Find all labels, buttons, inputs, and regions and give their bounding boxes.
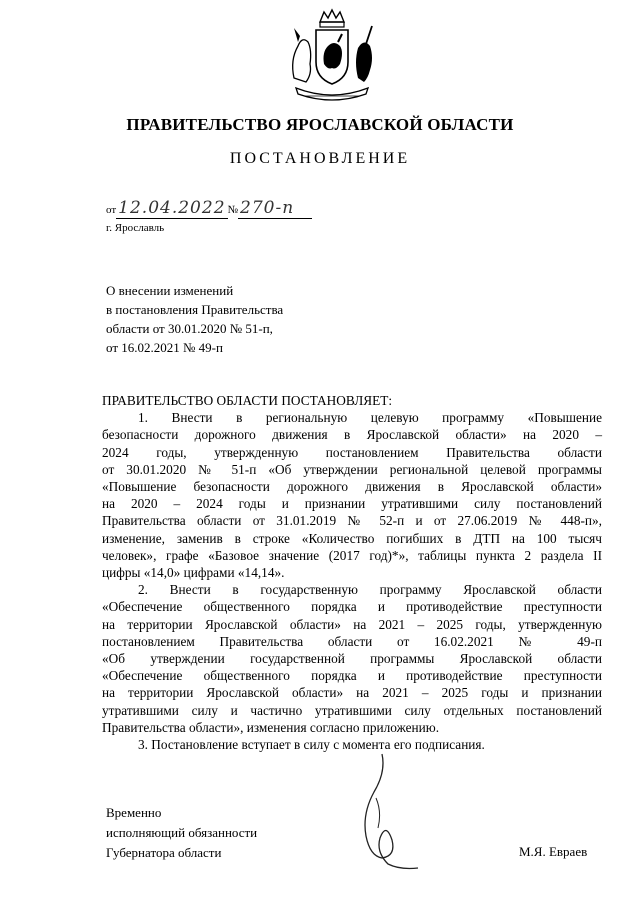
subject-line: от 16.02.2021 № 49-п [106, 340, 223, 355]
document-body [102, 392, 602, 753]
body-line: утратившими силу и частично утратившими силу отдельных постановлений [102, 702, 602, 718]
handwritten-signature [352, 752, 422, 872]
position-line: Временно [106, 805, 162, 820]
body-line: безопасности дорожного движения в Ярославской области» на 2020 – [102, 427, 602, 443]
document-type: ПОСТАНОВЛЕНИЕ [229, 150, 411, 167]
position-line: исполняющий обязанности [106, 825, 258, 840]
date-number-line [106, 198, 312, 219]
document-subject [106, 281, 283, 357]
body-line: на 2020 – 2024 годы и признании утратившими силу постановлений [102, 496, 602, 512]
signatory-name: М.Я. Евраев [519, 844, 588, 859]
body-line: постановлением Правительства области от 16.02.2021 № 49-п [102, 633, 602, 649]
body-line: изменение, заменив в строке «Количество погибших в ДТП на 100 тысяч [102, 530, 602, 546]
body-line: 2024 годы, утвержденную постановлением Правительства области [102, 444, 602, 460]
body-line: «Повышение безопасности дорожного движения в Ярославской области» [102, 479, 602, 495]
city-line: г. Ярославль [106, 222, 165, 234]
body-line: человек», графе «Базовое значение (2017 год)*», таблицы пункта 2 раздела II [102, 547, 602, 563]
document-date: 12.04.2022 [118, 198, 226, 218]
body-line: Правительства области», изменения согласно приложению. [102, 719, 440, 735]
subject-line: в постановления Правительства [106, 302, 284, 317]
position-line: Губернатора области [106, 845, 222, 860]
body-line: от 30.01.2020 № 51-п «Об утверждении региональной целевой программы [102, 461, 602, 477]
government-title: ПРАВИТЕЛЬСТВО ЯРОСЛАВСКОЙ ОБЛАСТИ [126, 115, 514, 134]
body-line: Правительства области от 31.01.2019 № 52-п и от 27.06.2019 № 448-п», [102, 513, 602, 529]
signatory-position [106, 803, 257, 863]
body-line: цифры «14,0» цифрами «14,14». [102, 565, 285, 581]
body-line: на территории Ярославской области» на 2021 – 2025 годы, утвержденную [102, 616, 602, 632]
body-line: 3. Постановление вступает в силу с момента его подписания. [138, 737, 485, 753]
body-line: «Обеспечение общественного порядка и противодействие преступности [102, 668, 602, 684]
subject-line: области от 30.01.2020 № 51-п, [106, 321, 273, 336]
body-line: «Обеспечение общественного порядка и противодействие преступности [102, 599, 602, 615]
date-prefix: от [106, 204, 117, 216]
document-number: 270-п [238, 198, 312, 219]
number-prefix: № [227, 204, 239, 216]
body-line: «Об утверждении государственной программы Ярославской области [102, 651, 602, 667]
body-line: на территории Ярославской области» на 2021 – 2025 годы и признании [102, 685, 602, 701]
body-line: 2. Внести в государственную программу Ярославской области [138, 582, 602, 598]
resolution-heading: ПРАВИТЕЛЬСТВО ОБЛАСТИ ПОСТАНОВЛЯЕТ: [102, 393, 393, 408]
coat-of-arms-emblem [284, 8, 380, 108]
body-line: 1. Внести в региональную целевую программу «Повышение [138, 410, 602, 426]
subject-line: О внесении изменений [106, 283, 234, 298]
